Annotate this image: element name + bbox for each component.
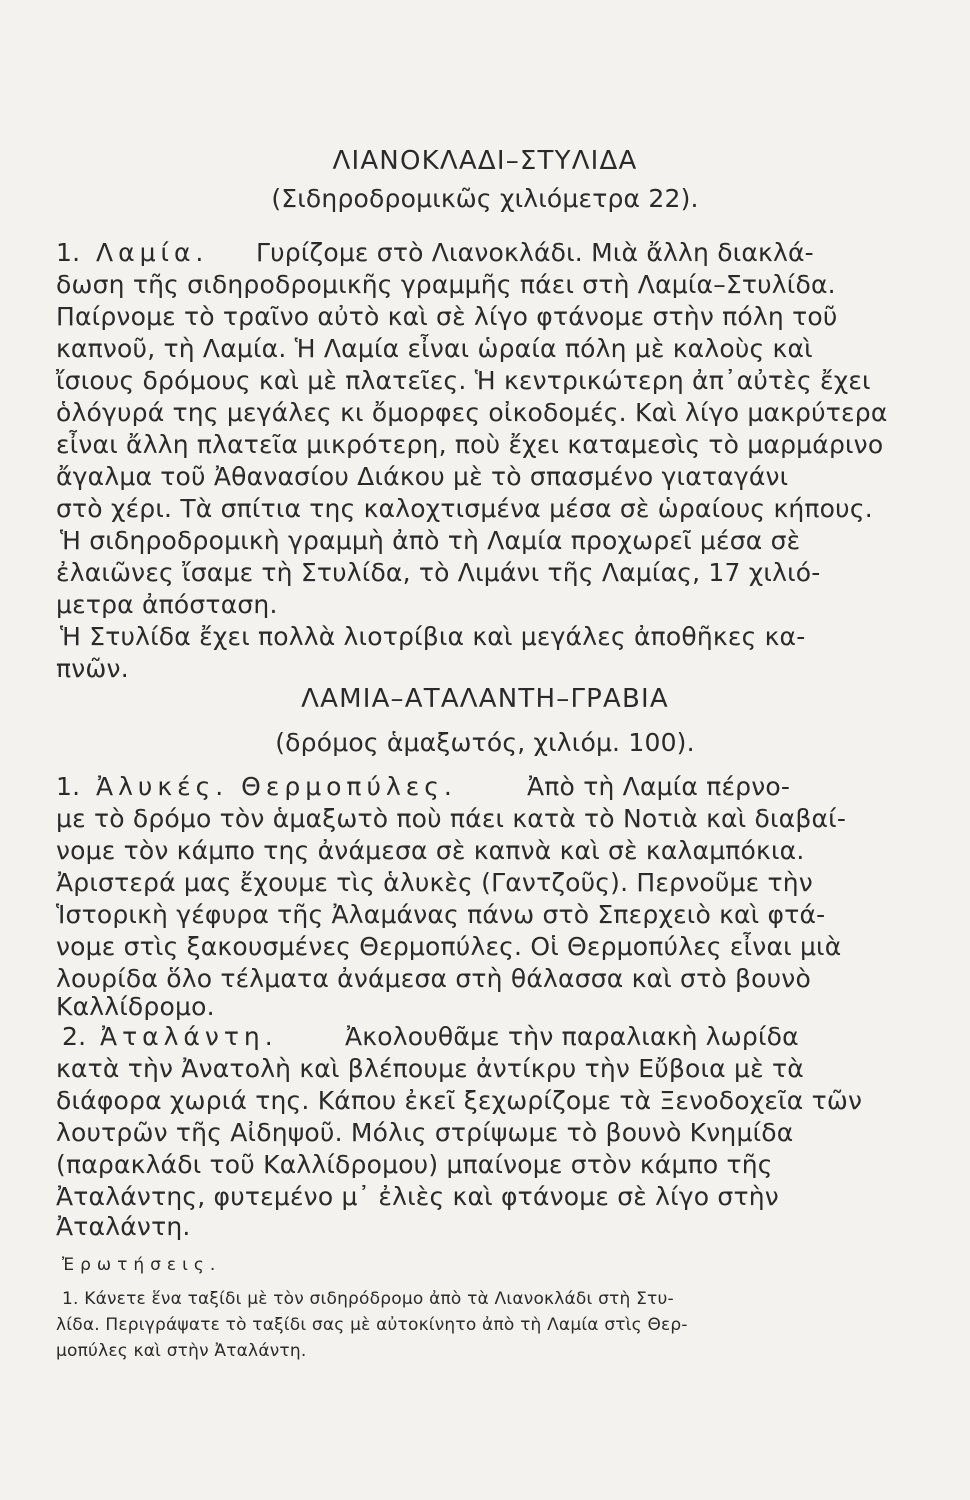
paragraph-line: Γυρίζομε στὸ Λιανοκλάδι. Μιὰ ἄλλη διακλά- [256,238,814,267]
question-line: μοπύλες καὶ στὴν Ἀταλάντη. [56,1341,307,1361]
paragraph-line: κατὰ τὴν Ἀνατολὴ καὶ βλέπουμε ἀντίκρυ τὴν Εὔβοια μὲ τὰ [56,1054,804,1083]
paragraph-line: Ἀταλάντη. [56,1212,191,1241]
section-subtitle-distance-100: (δρόμος ἁμαξωτός, χιλιόμ. 100). [275,728,695,757]
paragraph-line: λουτρῶν τῆς Αἰδηψοῦ. Μόλις στρίψωμε τὸ βουνὸ Κνημίδα [56,1118,794,1147]
item-number: 2. [62,1022,87,1051]
paragraph-line: διάφορα χωριά της. Κάπου ἐκεῖ ξεχωρίζομε τὰ Ξενοδοχεῖα τῶν [56,1086,863,1115]
paragraph-line: νομε τὸν κάμπο της ἀνάμεσα σὲ καπνὰ καὶ σὲ καλαμπόκια. [56,836,805,865]
paragraph-line: Ἀπὸ τὴ Λαμία πέρνο- [527,772,791,801]
paragraph-line: Ἀταλάντης, φυτεμένο μ᾿ ἐλιὲς καὶ φτάνομε σὲ λίγο στὴν [56,1182,779,1211]
paragraph-line: Παίρνομε τὸ τραῖνο αὐτὸ καὶ σὲ λίγο φτάνομε στὴν πόλη τοῦ [56,302,838,331]
item-heading-atalanti: Ἀταλάντη. [100,1022,278,1051]
paragraph-line: ὁλόγυρά της μεγάλες κι ὄμορφες οἰκοδομές. Καὶ λίγο μακρύτερα [56,398,888,427]
item-heading-lamia: Λαμία. [96,238,209,267]
paragraph-line: ἄγαλμα τοῦ Ἀθανασίου Διάκου μὲ τὸ σπασμένο γιαταγάνι [56,462,789,491]
paragraph-line: ἴσιους δρόμους καὶ μὲ πλατεῖες. Ἡ κεντρικώτερη ἀπ᾿αὐτὲς ἔχει [56,366,871,395]
paragraph-line: Ἀκολουθᾶμε τὴν παραλιακὴ λωρίδα [345,1022,799,1051]
item-number: 1. [56,238,81,267]
paragraph-line: λουρίδα ὅλο τέλματα ἀνάμεσα στὴ θάλασσα καὶ στὸ βουνὸ [56,964,811,993]
paragraph-line: Ἡ Στυλίδα ἔχει πολλὰ λιοτρίβια καὶ μεγάλες ἀποθῆκες κα- [60,622,806,651]
paragraph-line: Καλλίδρομο. [56,992,215,1021]
paragraph-line: δωση τῆς σιδηροδρομικῆς γραμμῆς πάει στὴ Λαμία–Στυλίδα. [56,270,836,299]
question-line: λίδα. Περιγράψατε τὸ ταξίδι σας μὲ αὐτοκίνητο ἀπὸ τὴ Λαμία στὶς Θερ- [56,1315,688,1335]
paragraph-line: νομε στὶς ξακουσμένες Θερμοπύλες. Οἱ Θερμοπύλες εἶναι μιὰ [56,932,842,961]
paragraph-line: με τὸ δρόμο τὸν ἁμαξωτὸ ποὺ πάει κατὰ τὸ Νοτιὰ καὶ διαβαί- [56,804,847,833]
item-number: 1. [56,772,81,801]
paragraph-line: πνῶν. [56,654,129,683]
section-title-lamia-atalanti-gravia: ΛΑΜΙΑ–ΑΤΑΛΑΝΤΗ–ΓΡΑΒΙΑ [301,684,669,714]
question-line: 1. Κάνετε ἕνα ταξίδι μὲ τὸν σιδηρόδρομο ἀπὸ τὰ Λιανοκλάδι στὴ Στυ- [62,1289,674,1309]
paragraph-line: ἐλαιῶνες ἴσαμε τὴ Στυλίδα, τὸ Λιμάνι τῆς Λαμίας, 17 χιλιό- [56,558,821,587]
section-subtitle-distance-22: (Σιδηροδρομικῶς χιλιόμετρα 22). [271,184,699,213]
section-title-lianokladi-stylida: ΛΙΑΝΟΚΛΑΔΙ–ΣΤΥΛΙΔΑ [332,146,638,176]
item-heading-alykes-thermopyles: Ἀλυκές. Θερμοπύλες. [96,772,457,801]
paragraph-line: στὸ χέρι. Τὰ σπίτια της καλοχτισμένα μέσα σὲ ὡραίους κήπους. [56,494,873,523]
questions-heading: Ἐρωτήσεις. [62,1255,222,1275]
paragraph-line: Ἡ σιδηροδρομικὴ γραμμὴ ἀπὸ τὴ Λαμία προχωρεῖ μέσα σὲ [60,526,801,555]
paragraph-line: (παρακλάδι τοῦ Καλλίδρομου) μπαίνομε στὸν κάμπο τῆς [56,1150,773,1179]
paragraph-line: εἶναι ἄλλη πλατεῖα μικρότερη, ποὺ ἔχει καταμεσὶς τὸ μαρμάρινο [56,430,884,459]
paragraph-line: καπνοῦ, τὴ Λαμία. Ἡ Λαμία εἶναι ὡραία πόλη μὲ καλοὺς καὶ [56,334,813,363]
paragraph-line: μετρα ἀπόσταση. [56,590,278,619]
paragraph-line: Ἀριστερά μας ἔχουμε τὶς ἁλυκὲς (Γαντζοῦς). Περνοῦμε τὴν [56,868,813,897]
paragraph-line: Ἱστορικὴ γέφυρα τῆς Ἀλαμάνας πάνω στὸ Σπερχειὸ καὶ φτά- [56,900,826,929]
